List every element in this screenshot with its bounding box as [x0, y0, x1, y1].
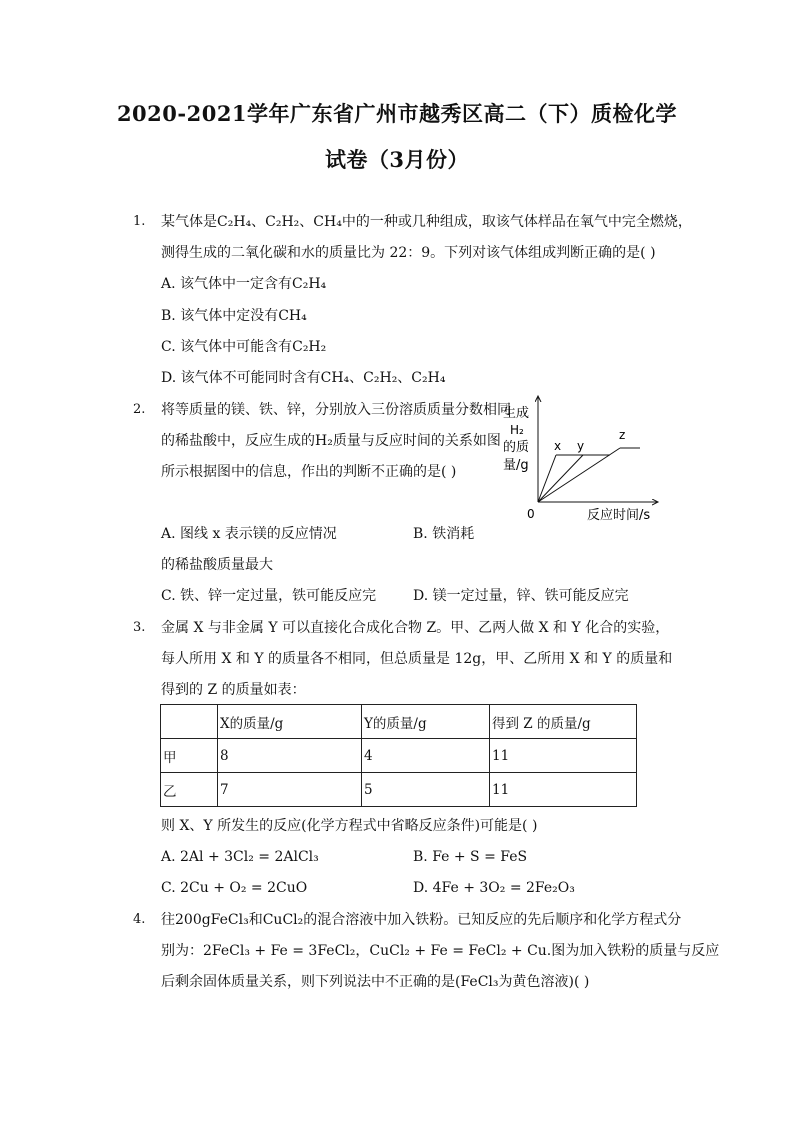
- table-cell: 11: [490, 739, 637, 773]
- question-3-number: 3.: [133, 620, 146, 635]
- table-row: [161, 739, 637, 773]
- page-title-line1: 2020-2021学年广东省广州市越秀区高二（下）质检化学: [116, 101, 678, 126]
- question-3-stem-line3: 得到的 Z 的质量如表：: [161, 682, 306, 698]
- question-2-option-c: C. 铁、锌一定过量，铁可能反应完: [161, 588, 377, 604]
- question-1-stem-line1: 某气体是C₂H₄、C₂H₂、CH₄中的一种或几种组成，取该气体样品在氧气中完全燃烧，: [161, 214, 692, 230]
- question-3-stem-line1: 金属 X 与非金属 Y 可以直接化合成化合物 Z。甲、乙两人做 X 和 Y 化合的实验，: [161, 620, 670, 636]
- question-3-stem-line2: 每人所用 X 和 Y 的质量各不相同，但总质量是 12g，甲、乙所用 X 和 Y 的质量和: [161, 651, 673, 667]
- chart-line-z: [538, 448, 620, 502]
- chart-ylabel-2: H₂: [510, 423, 524, 437]
- question-1-option-b: B. 该气体中定没有CH₄: [161, 308, 307, 324]
- table-cell: 甲: [161, 739, 218, 773]
- table-header-cell: [161, 705, 218, 739]
- question-2-option-b: B. 铁消耗: [413, 526, 475, 542]
- table-cell: 7: [218, 773, 362, 807]
- question-1-number: 1.: [133, 214, 146, 229]
- chart-label-x: x: [554, 439, 562, 453]
- chart-ylabel-4: 量/g: [503, 458, 529, 473]
- question-2-number: 2.: [133, 402, 146, 417]
- chart-line-x: [538, 455, 556, 502]
- question-1-stem-line2: 测得生成的二氧化碳和水的质量比为 22：9。下列对该气体组成判断正确的是( ): [161, 245, 656, 261]
- question-4-number: 4.: [133, 912, 146, 927]
- table-header-cell: 得到 Z 的质量/g: [490, 705, 637, 739]
- chart-label-y: y: [577, 439, 585, 453]
- chart-origin: 0: [527, 507, 535, 521]
- chart-label-z: z: [619, 428, 626, 442]
- table-cell: 8: [218, 739, 362, 773]
- table-cell: 5: [362, 773, 490, 807]
- question-3-option-a: A. 2Al + 3Cl₂ = 2AlCl₃: [161, 849, 319, 865]
- question-4-stem-line1: 往200gFeCl₃和CuCl₂的混合溶液中加入铁粉。已知反应的先后顺序和化学方程式分: [161, 912, 682, 928]
- table-cell: 乙: [161, 773, 218, 807]
- question-4-stem-line2: 别为：2FeCl₃ + Fe = 3FeCl₂，CuCl₂ + Fe = FeCl₂ + Cu.图为加入铁粉的质量与反应: [161, 943, 720, 959]
- question-3-option-b: B. Fe + S = FeS: [413, 849, 528, 865]
- question-2-stem-line3: 所示根据图中的信息，作出的判断不正确的是( ): [161, 464, 457, 480]
- question-2-option-a: A. 图线 x 表示镁的反应情况: [161, 526, 337, 542]
- table-cell: 4: [362, 739, 490, 773]
- question-2-option-d: D. 镁一定过量，锌、铁可能反应完: [413, 588, 629, 604]
- question-3-stem-line4: 则 X、Y 所发生的反应(化学方程式中省略反应条件)可能是( ): [161, 818, 538, 834]
- question-2-stem-line2: 的稀盐酸中，反应生成的H₂质量与反应时间的关系如图: [161, 433, 501, 449]
- table-header-cell: Y的质量/g: [362, 705, 490, 739]
- question-2-chart: [498, 392, 663, 524]
- table-header-cell: X的质量/g: [218, 705, 362, 739]
- table-header-row: [161, 705, 637, 739]
- page-title-line2: 试卷（3月份）: [324, 147, 470, 172]
- chart-xlabel: 反应时间/s: [587, 508, 651, 523]
- chart-ylabel-3: 的质: [503, 440, 530, 455]
- question-3-table: [160, 704, 637, 807]
- chart-line-y: [538, 455, 583, 502]
- chart-ylabel-1: 生成: [503, 406, 530, 421]
- question-4-stem-line3: 后剩余固体质量关系，则下列说法中不正确的是(FeCl₃为黄色溶液)( ): [161, 974, 590, 990]
- question-3-option-c: C. 2Cu + O₂ = 2CuO: [161, 880, 308, 896]
- question-1-option-a: A. 该气体中一定含有C₂H₄: [161, 276, 327, 292]
- question-2-option-b-cont: 的稀盐酸质量最大: [161, 557, 273, 573]
- table-row: [161, 773, 637, 807]
- question-2-stem-line1: 将等质量的镁、铁、锌，分别放入三份溶质质量分数相同: [161, 402, 511, 418]
- question-1-option-c: C. 该气体中可能含有C₂H₂: [161, 339, 327, 355]
- question-1-option-d: D. 该气体不可能同时含有CH₄、C₂H₂、C₂H₄: [161, 370, 446, 386]
- table-cell: 11: [490, 773, 637, 807]
- question-3-option-d: D. 4Fe + 3O₂ = 2Fe₂O₃: [413, 880, 575, 896]
